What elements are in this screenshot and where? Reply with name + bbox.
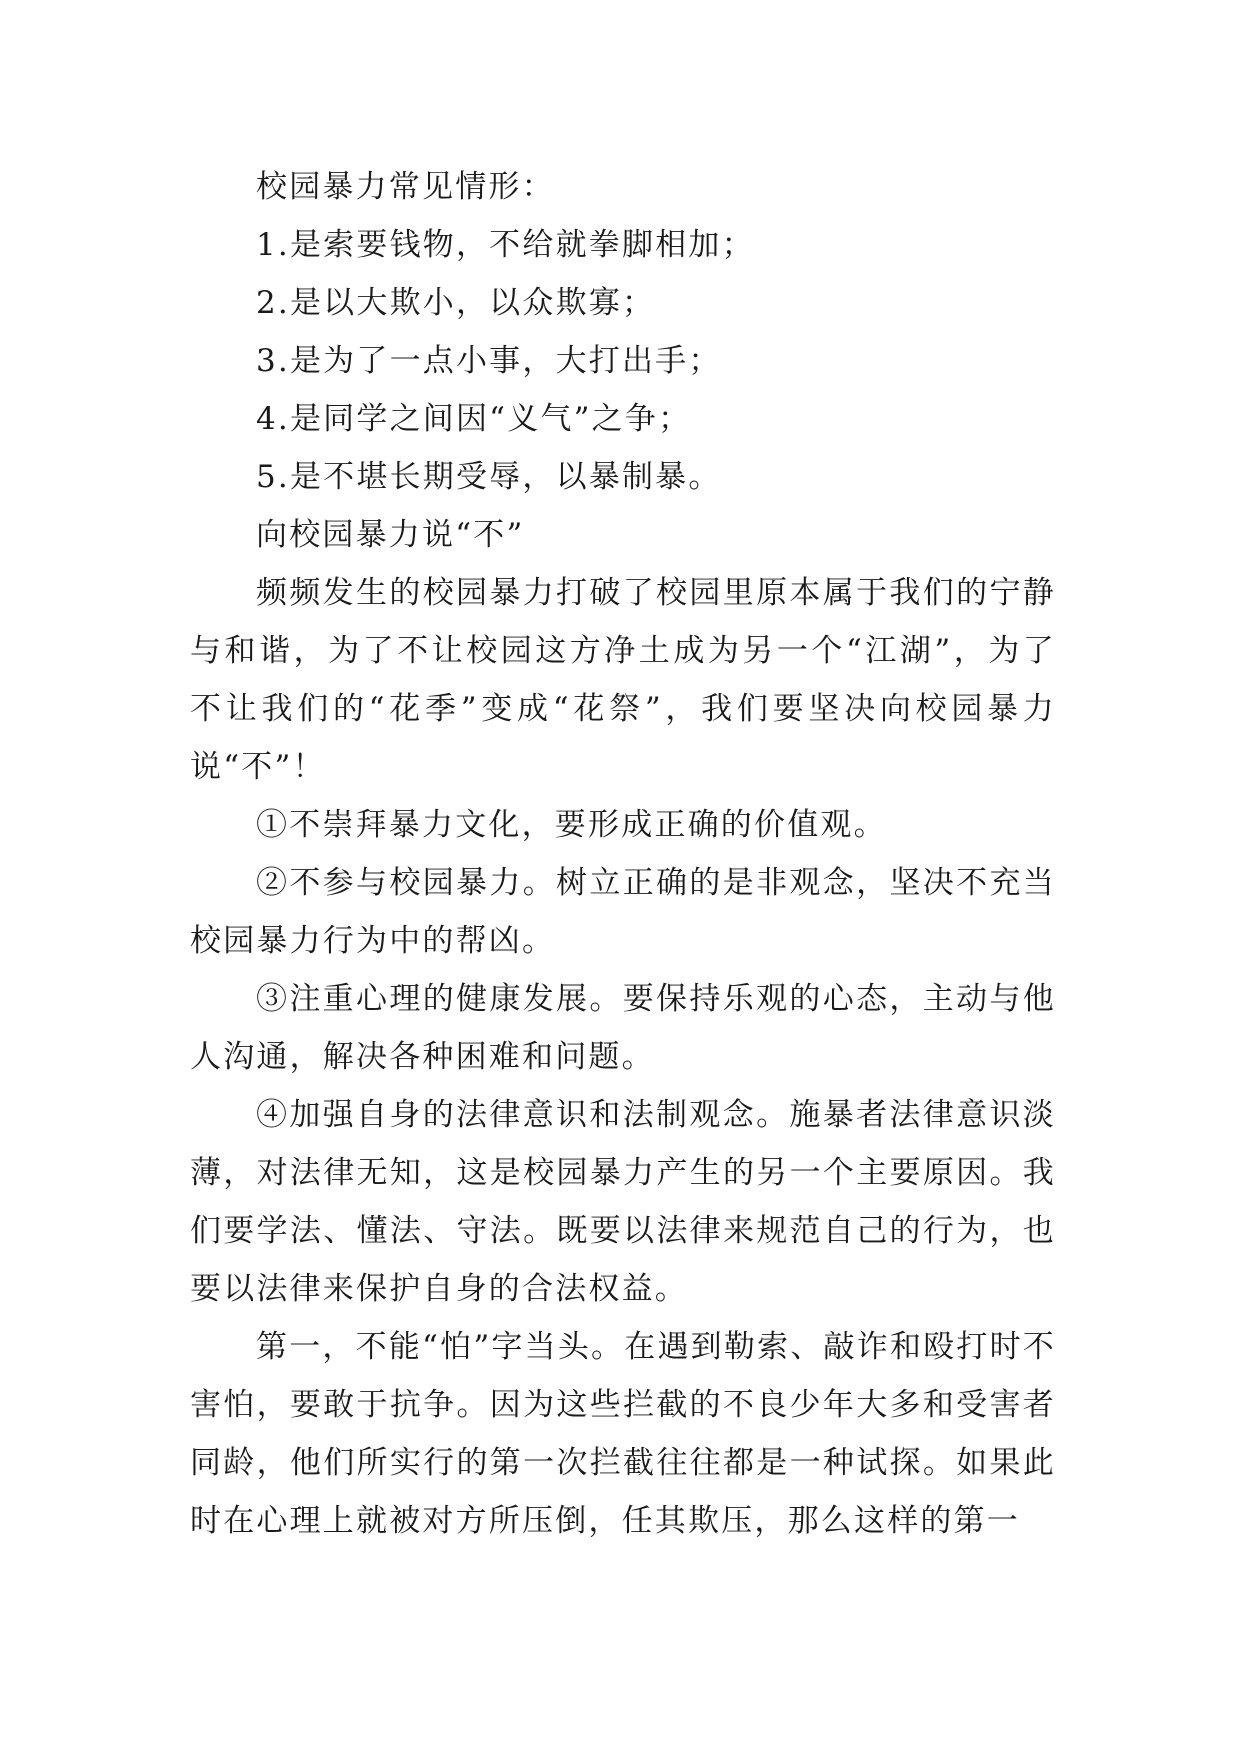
list-item: 1.是索要钱物，不给就拳脚相加； <box>256 227 755 263</box>
list-item: 3.是为了一点小事，大打出手； <box>256 343 722 379</box>
list-item: 4.是同学之间因“义气”之争； <box>256 401 692 437</box>
intro-paragraph: 频频发生的校园暴力打破了校园里原本属于我们的宁静与和谐，为了不让校园这方净土成为另一个“江湖”，为了不让我们的“花季”变成“花祭”，我们要坚决向校园暴力说“不”！ <box>190 575 1056 785</box>
first-advice-paragraph: 第一，不能“怕”字当头。在遇到勒索、敲诈和殴打时不害怕，要敢于抗争。因为这些拦截的不良少年大多和受害者同龄，他们所实行的第一次拦截往往都是一种试探。如果此时在心理上就被对方所压倒，任其欺压，那么这样的第一 <box>190 1329 1056 1539</box>
list-item: 5.是不堪长期受辱，以暴制暴。 <box>256 459 722 495</box>
point-paragraph: ②不参与校园暴力。树立正确的是非观念，坚决不充当校园暴力行为中的帮凶。 <box>190 865 1056 959</box>
point-paragraph: ①不崇拜暴力文化，要形成正确的价值观。 <box>256 807 887 843</box>
point-paragraph: ④加强自身的法律意识和法制观念。施暴者法律意识淡薄，对法律无知，这是校园暴力产生的另一个主要原因。我们要学法、懂法、守法。既要以法律来规范自己的行为，也要以法律来保护自身的合法权益。 <box>190 1097 1056 1307</box>
point-paragraph: ③注重心理的健康发展。要保持乐观的心态，主动与他人沟通，解决各种困难和问题。 <box>190 981 1056 1075</box>
document-body <box>190 158 1056 1550</box>
list-item: 2.是以大欺小，以众欺寡； <box>256 285 656 321</box>
heading-common-forms: 校园暴力常见情形： <box>256 169 555 205</box>
heading-say-no: 向校园暴力说“不” <box>256 517 525 553</box>
